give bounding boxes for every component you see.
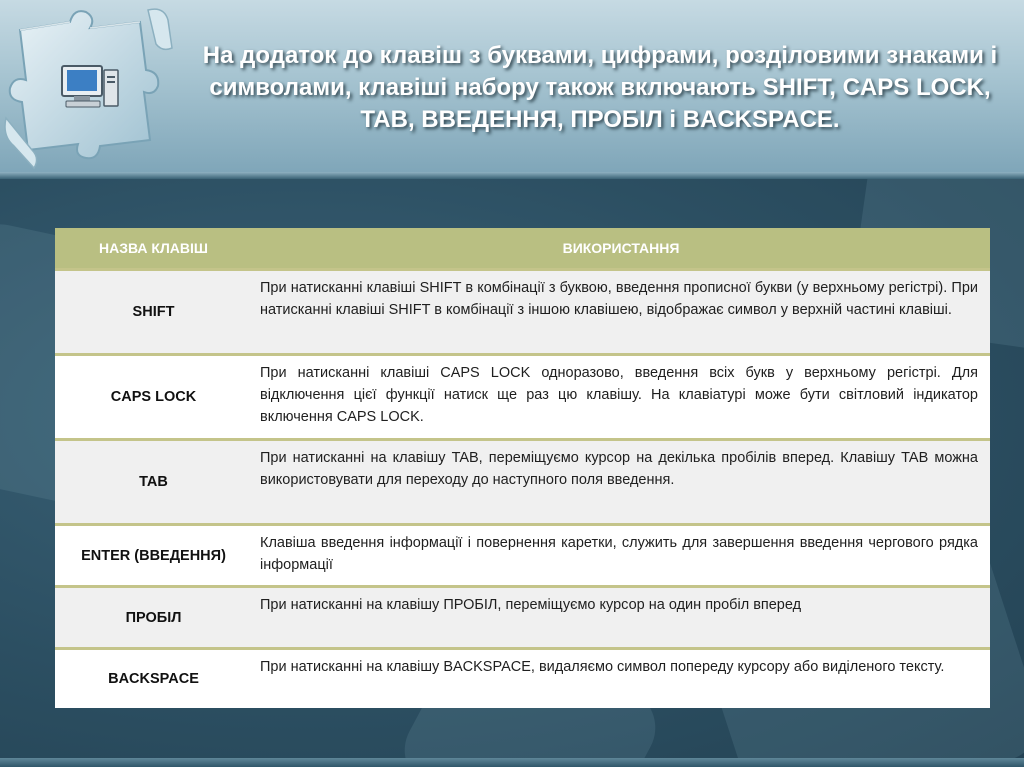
table-row [55, 440, 990, 525]
key-name-cell: ПРОБІЛ [55, 587, 252, 649]
table-row [55, 525, 990, 587]
column-header-usage: ВИКОРИСТАННЯ [252, 228, 990, 270]
table-row [55, 649, 990, 709]
column-header-key-name: НАЗВА КЛАВІШ [55, 228, 252, 270]
table-row [55, 270, 990, 355]
key-usage-cell: При натисканні на клавішу ПРОБІЛ, переміщуємо курсор на один пробіл вперед [252, 587, 990, 649]
bottom-strip [0, 758, 1024, 767]
key-usage-cell: При натисканні клавіші CAPS LOCK одноразово, введення всіх букв у верхньому регістрі. Для відключення цієї функції натиск ще раз цю клавішу. На клавіатурі може бути світловий індикатор включення CAPS LOCK. [252, 355, 990, 440]
keys-table-container [55, 228, 990, 708]
key-name-cell: SHIFT [55, 270, 252, 355]
keys-table [55, 228, 990, 708]
table-row [55, 587, 990, 649]
key-name-cell: CAPS LOCK [55, 355, 252, 440]
table-header-row [55, 228, 990, 270]
table-row [55, 355, 990, 440]
puzzle-computer-logo-icon [0, 0, 175, 180]
key-name-cell: TAB [55, 440, 252, 525]
key-name-cell: ENTER (ВВЕДЕННЯ) [55, 525, 252, 587]
key-usage-cell: При натисканні клавіші SHIFT в комбінації з буквою, введення прописної букви (у верхньому регістрі). При натисканні клавіші SHIFT в комбінації з іншою клавішею, відображає символ у верхній частині клавіші. [252, 270, 990, 355]
key-usage-cell: Клавіша введення інформації і повернення каретки, служить для завершення введення чергового рядка інформації [252, 525, 990, 587]
key-usage-cell: При натисканні на клавішу TAB, переміщуємо курсор на декілька пробілів вперед. Клавішу TAB можна використовувати для переходу до наступного поля введення. [252, 440, 990, 525]
slide-title: На додаток до клавіш з буквами, цифрами, розділовими знаками і символами, клавіші набору також включають SHIFT, CAPS LOCK, TAB, ВВЕДЕННЯ, ПРОБІЛ і BACKSPACE. [202, 42, 998, 133]
key-name-cell: BACKSPACE [55, 649, 252, 709]
key-usage-cell: При натисканні на клавішу BACKSPACE, видаляємо символ попереду курсору або виділеного тексту. [252, 649, 990, 709]
